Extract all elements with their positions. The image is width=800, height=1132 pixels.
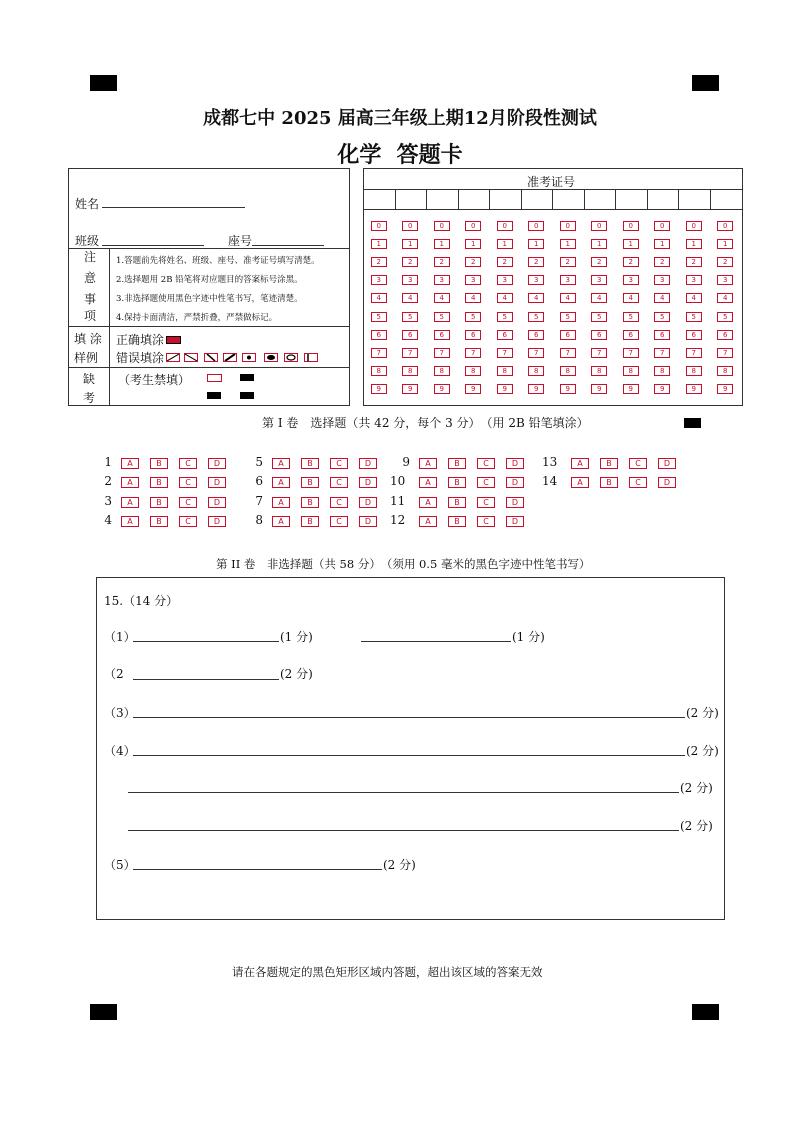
notice-item: 1.答题前先将姓名、班级、座号、准考证号填写清楚。 xyxy=(116,256,320,266)
id-digit-bubble[interactable]: 9 xyxy=(497,384,513,394)
id-digit-bubble[interactable]: 6 xyxy=(528,330,544,340)
answer-option-bubble[interactable]: C xyxy=(330,497,348,508)
id-digit-bubble[interactable]: 9 xyxy=(434,384,450,394)
id-digit-bubble[interactable]: 1 xyxy=(528,239,544,249)
answer-option-bubble[interactable]: D xyxy=(359,516,377,527)
seat-field[interactable] xyxy=(252,245,324,246)
id-digit-bubble[interactable]: 5 xyxy=(434,312,450,322)
answer-option-bubble[interactable]: C xyxy=(629,477,647,488)
answer-option-bubble[interactable]: B xyxy=(600,477,618,488)
id-digit-bubble[interactable]: 1 xyxy=(717,239,733,249)
correct-fill-sample xyxy=(166,336,181,344)
q15-part5-answer[interactable] xyxy=(133,869,382,870)
alignment-mark-bottom-left xyxy=(90,1004,117,1020)
q15-part2-answer[interactable] xyxy=(133,679,279,680)
absent-label: 缺 xyxy=(83,372,96,386)
answer-option-bubble[interactable]: A xyxy=(121,497,139,508)
id-digit-bubble[interactable]: 5 xyxy=(591,312,607,322)
q15-part5-label: （5） xyxy=(104,858,136,872)
q15-part4-score-1: (2 分) xyxy=(686,744,719,758)
id-digit-bubble[interactable]: 3 xyxy=(497,275,513,285)
q15-part1-answer-a[interactable] xyxy=(133,641,279,642)
answer-option-bubble[interactable]: A xyxy=(121,458,139,469)
id-digit-bubble[interactable]: 6 xyxy=(717,330,733,340)
name-field[interactable] xyxy=(102,207,245,208)
answer-option-bubble[interactable]: B xyxy=(150,497,168,508)
question-number: 1 xyxy=(104,455,112,469)
question-number: 2 xyxy=(104,474,112,488)
wrong-fill-sample-ring xyxy=(284,353,298,362)
answer-option-bubble[interactable]: A xyxy=(571,458,589,469)
answer-option-bubble[interactable]: D xyxy=(359,458,377,469)
id-digit-bubble[interactable]: 7 xyxy=(371,348,387,358)
id-digit-bubble[interactable]: 0 xyxy=(402,221,418,231)
id-digit-bubble[interactable]: 6 xyxy=(686,330,702,340)
id-digit-bubble[interactable]: 5 xyxy=(686,312,702,322)
id-digit-bubble[interactable]: 8 xyxy=(717,366,733,376)
id-digit-bubble[interactable]: 5 xyxy=(654,312,670,322)
id-digit-bubble[interactable]: 7 xyxy=(623,348,639,358)
id-digit-bubble[interactable]: 0 xyxy=(528,221,544,231)
wrong-fill-sample-bar xyxy=(304,353,318,362)
id-digit-bubble[interactable]: 7 xyxy=(717,348,733,358)
id-digit-bubble[interactable]: 1 xyxy=(465,239,481,249)
id-digit-bubble[interactable]: 4 xyxy=(654,293,670,303)
id-digit-bubble[interactable]: 4 xyxy=(686,293,702,303)
answer-option-bubble[interactable]: B xyxy=(150,516,168,527)
id-digit-bubble[interactable]: 6 xyxy=(371,330,387,340)
wrong-fill-sample-dot xyxy=(242,353,256,362)
student-info-box xyxy=(68,168,350,406)
notice-label-char: 注 xyxy=(83,250,96,264)
absent-empty-sample xyxy=(207,374,222,382)
q15-part2-label: （2 xyxy=(104,667,124,681)
wrong-fill-sample-line xyxy=(223,353,237,362)
id-digit-bubble[interactable]: 3 xyxy=(465,275,481,285)
id-digit-bubble[interactable]: 0 xyxy=(717,221,733,231)
id-digit-bubble[interactable]: 9 xyxy=(560,384,576,394)
answer-option-bubble[interactable]: B xyxy=(448,497,466,508)
answer-option-bubble[interactable]: B xyxy=(150,477,168,488)
absent-label: 考 xyxy=(83,391,96,405)
id-digit-bubble[interactable]: 0 xyxy=(434,221,450,231)
alignment-mark-section xyxy=(684,418,701,428)
alignment-mark-bottom-right xyxy=(692,1004,719,1020)
q15-part4-score-2: (2 分) xyxy=(680,781,713,795)
notice-label-char: 意 xyxy=(83,271,96,285)
id-digit-bubble[interactable]: 5 xyxy=(528,312,544,322)
id-digit-bubble[interactable]: 8 xyxy=(591,366,607,376)
id-digit-bubble[interactable]: 2 xyxy=(623,257,639,267)
answer-option-bubble[interactable]: C xyxy=(330,458,348,469)
id-digit-bubble[interactable]: 9 xyxy=(528,384,544,394)
id-digit-bubble[interactable]: 6 xyxy=(623,330,639,340)
wrong-fill-sample-tick xyxy=(184,353,198,362)
question-number: 8 xyxy=(255,513,263,527)
id-digit-bubble[interactable]: 4 xyxy=(402,293,418,303)
id-digit-bubble[interactable]: 0 xyxy=(686,221,702,231)
id-digit-bubble[interactable]: 2 xyxy=(402,257,418,267)
question-number: 6 xyxy=(255,474,263,488)
id-digit-bubble[interactable]: 1 xyxy=(560,239,576,249)
id-digit-bubble[interactable]: 9 xyxy=(465,384,481,394)
question-number: 13 xyxy=(542,455,558,469)
answer-option-bubble[interactable]: B xyxy=(448,477,466,488)
id-digit-bubble[interactable]: 7 xyxy=(528,348,544,358)
answer-option-bubble[interactable]: C xyxy=(477,497,495,508)
id-digit-bubble[interactable]: 8 xyxy=(560,366,576,376)
id-digit-bubble[interactable]: 6 xyxy=(402,330,418,340)
id-digit-bubble[interactable]: 4 xyxy=(371,293,387,303)
id-digit-bubble[interactable]: 6 xyxy=(434,330,450,340)
q15-part4-answer-1[interactable] xyxy=(133,755,685,756)
answer-option-bubble[interactable]: C xyxy=(330,516,348,527)
q15-part3-label: （3） xyxy=(104,706,136,720)
id-digit-bubble[interactable]: 0 xyxy=(465,221,481,231)
id-digit-bubble[interactable]: 5 xyxy=(497,312,513,322)
question-number: 9 xyxy=(402,455,410,469)
q15-part1-score-a: (1 分) xyxy=(280,630,313,644)
exam-title: 成都七中 2025 届高三年级上期12月阶段性测试 xyxy=(203,108,597,129)
id-digit-bubble[interactable]: 5 xyxy=(623,312,639,322)
answer-option-bubble[interactable]: D xyxy=(506,458,524,469)
answer-option-bubble[interactable]: D xyxy=(506,497,524,508)
exam-id-title: 准考证号 xyxy=(527,175,576,189)
wrong-fill-label: 错误填涂 xyxy=(116,351,165,365)
id-digit-bubble[interactable]: 5 xyxy=(371,312,387,322)
answer-option-bubble[interactable]: A xyxy=(419,516,437,527)
class-field[interactable] xyxy=(102,245,204,246)
answer-option-bubble[interactable]: A xyxy=(121,516,139,527)
exam-subtitle: 化学 答题卡 xyxy=(337,142,463,168)
q15-part4-score-3: (2 分) xyxy=(680,819,713,833)
answer-option-bubble[interactable]: D xyxy=(658,477,676,488)
id-digit-bubble[interactable]: 1 xyxy=(497,239,513,249)
id-digit-bubble[interactable]: 0 xyxy=(371,221,387,231)
id-digit-bubble[interactable]: 4 xyxy=(434,293,450,303)
id-digit-bubble[interactable]: 3 xyxy=(591,275,607,285)
answer-option-bubble[interactable]: A xyxy=(121,477,139,488)
answer-option-bubble[interactable]: C xyxy=(477,516,495,527)
id-digit-bubble[interactable]: 3 xyxy=(560,275,576,285)
id-digit-bubble[interactable]: 9 xyxy=(591,384,607,394)
id-digit-bubble[interactable]: 8 xyxy=(623,366,639,376)
id-digit-bubble[interactable]: 3 xyxy=(717,275,733,285)
answer-option-bubble[interactable]: B xyxy=(448,516,466,527)
q15-part1-score-b: (1 分) xyxy=(512,630,545,644)
id-digit-bubble[interactable]: 5 xyxy=(465,312,481,322)
question-number: 4 xyxy=(104,513,112,527)
id-digit-bubble[interactable]: 6 xyxy=(654,330,670,340)
id-digit-bubble[interactable]: 0 xyxy=(497,221,513,231)
id-digit-bubble[interactable]: 3 xyxy=(434,275,450,285)
id-digit-bubble[interactable]: 6 xyxy=(591,330,607,340)
answer-option-bubble[interactable]: D xyxy=(359,477,377,488)
id-digit-bubble[interactable]: 3 xyxy=(654,275,670,285)
q15-part3-score: (2 分) xyxy=(686,706,719,720)
id-digit-bubble[interactable]: 8 xyxy=(497,366,513,376)
id-digit-bubble[interactable]: 4 xyxy=(560,293,576,303)
id-digit-bubble[interactable]: 0 xyxy=(654,221,670,231)
id-digit-bubble[interactable]: 5 xyxy=(560,312,576,322)
id-digit-bubble[interactable]: 4 xyxy=(497,293,513,303)
id-digit-bubble[interactable]: 2 xyxy=(497,257,513,267)
question-number: 10 xyxy=(390,474,406,488)
answer-option-bubble[interactable]: A xyxy=(272,477,290,488)
id-digit-bubble[interactable]: 2 xyxy=(528,257,544,267)
answer-option-bubble[interactable]: C xyxy=(179,477,197,488)
wrong-fill-sample-oval xyxy=(264,353,278,362)
answer-option-bubble[interactable]: B xyxy=(301,458,319,469)
section2-header: 第 II 卷 非选择题（共 58 分） （须用 0.5 毫米的黑色字迹中性笔书写） xyxy=(216,557,591,571)
id-digit-bubble[interactable]: 6 xyxy=(465,330,481,340)
q15-part3-answer[interactable] xyxy=(133,717,685,718)
id-digit-bubble[interactable]: 9 xyxy=(371,384,387,394)
id-digit-bubble[interactable]: 9 xyxy=(717,384,733,394)
question-number: 5 xyxy=(255,455,263,469)
answer-option-bubble[interactable]: D xyxy=(359,497,377,508)
answer-option-bubble[interactable]: A xyxy=(571,477,589,488)
id-digit-bubble[interactable]: 8 xyxy=(434,366,450,376)
section1-header: 第 I 卷 选择题（共 42 分，每个 3 分） （用 2B 铅笔填涂） xyxy=(262,416,589,430)
id-digit-bubble[interactable]: 2 xyxy=(654,257,670,267)
id-digit-bubble[interactable]: 4 xyxy=(465,293,481,303)
answer-option-bubble[interactable]: D xyxy=(208,477,226,488)
name-label: 姓名 xyxy=(75,197,100,211)
answer-option-bubble[interactable]: C xyxy=(477,458,495,469)
id-digit-bubble[interactable]: 8 xyxy=(654,366,670,376)
answer-option-bubble[interactable]: A xyxy=(272,458,290,469)
absent-filled-sample xyxy=(240,374,254,381)
id-digit-bubble[interactable]: 2 xyxy=(591,257,607,267)
id-digit-bubble[interactable]: 0 xyxy=(560,221,576,231)
id-digit-bubble[interactable]: 5 xyxy=(402,312,418,322)
id-digit-bubble[interactable]: 2 xyxy=(465,257,481,267)
answer-option-bubble[interactable]: A xyxy=(419,458,437,469)
q15-part1-label: （1） xyxy=(104,630,136,644)
wrong-fill-sample-cross xyxy=(166,353,180,362)
absent-note: （考生禁填） xyxy=(118,373,191,387)
answer-option-bubble[interactable]: D xyxy=(506,477,524,488)
answer-option-bubble[interactable]: C xyxy=(629,458,647,469)
q15-part4-answer-2[interactable] xyxy=(128,792,679,793)
id-digit-bubble[interactable]: 1 xyxy=(686,239,702,249)
id-digit-bubble[interactable]: 7 xyxy=(402,348,418,358)
id-digit-bubble[interactable]: 9 xyxy=(402,384,418,394)
question-number: 14 xyxy=(542,474,558,488)
id-digit-bubble[interactable]: 1 xyxy=(654,239,670,249)
answer-option-bubble[interactable]: C xyxy=(179,458,197,469)
id-digit-bubble[interactable]: 3 xyxy=(686,275,702,285)
id-digit-bubble[interactable]: 6 xyxy=(560,330,576,340)
q15-part5-score: (2 分) xyxy=(383,858,416,872)
answer-option-bubble[interactable]: B xyxy=(301,516,319,527)
id-digit-bubble[interactable]: 1 xyxy=(591,239,607,249)
notice-item: 2.选择题用 2B 铅笔将对应题目的答案标号涂黑。 xyxy=(116,275,303,285)
alignment-mark-top-right xyxy=(692,75,719,91)
id-digit-bubble[interactable]: 5 xyxy=(717,312,733,322)
id-digit-bubble[interactable]: 2 xyxy=(686,257,702,267)
q15-part2-score: (2 分) xyxy=(280,667,313,681)
fill-example-label: 样例 xyxy=(74,351,99,365)
id-digit-bubble[interactable]: 9 xyxy=(623,384,639,394)
answer-option-bubble[interactable]: A xyxy=(272,516,290,527)
answer-option-bubble[interactable]: B xyxy=(150,458,168,469)
alignment-mark-top-left xyxy=(90,75,117,91)
notice-item: 3.非选择题使用黑色字迹中性笔书写，笔迹清楚。 xyxy=(116,294,303,304)
fill-example-label: 填 涂 xyxy=(74,332,102,346)
id-digit-bubble[interactable]: 3 xyxy=(528,275,544,285)
footer-note: 请在各题规定的黑色矩形区域内答题，超出该区域的答案无效 xyxy=(232,965,543,979)
answer-option-bubble[interactable]: A xyxy=(419,497,437,508)
id-digit-bubble[interactable]: 3 xyxy=(402,275,418,285)
id-digit-bubble[interactable]: 7 xyxy=(654,348,670,358)
notice-item: 4.保持卡面清洁，严禁折叠，严禁做标记。 xyxy=(116,313,278,323)
notice-label-char: 项 xyxy=(83,309,96,323)
id-digit-bubble[interactable]: 7 xyxy=(465,348,481,358)
id-digit-bubble[interactable]: 2 xyxy=(560,257,576,267)
answer-option-bubble[interactable]: B xyxy=(301,497,319,508)
answer-option-bubble[interactable]: C xyxy=(179,497,197,508)
id-digit-bubble[interactable]: 8 xyxy=(402,366,418,376)
question-number: 11 xyxy=(390,494,406,508)
id-digit-bubble[interactable]: 2 xyxy=(717,257,733,267)
notice-label-char: 事 xyxy=(83,292,96,306)
answer-option-bubble[interactable]: A xyxy=(419,477,437,488)
id-digit-bubble[interactable]: 3 xyxy=(371,275,387,285)
answer-option-bubble[interactable]: D xyxy=(208,458,226,469)
absent-mark xyxy=(207,392,221,399)
class-label: 班级 xyxy=(75,234,100,248)
answer-option-bubble[interactable]: B xyxy=(301,477,319,488)
wrong-fill-sample-slash xyxy=(204,353,218,362)
answer-option-bubble[interactable]: D xyxy=(506,516,524,527)
id-digit-bubble[interactable]: 8 xyxy=(528,366,544,376)
q15-part4-answer-3[interactable] xyxy=(128,830,679,831)
id-digit-bubble[interactable]: 4 xyxy=(623,293,639,303)
id-digit-bubble[interactable]: 8 xyxy=(371,366,387,376)
id-digit-bubble[interactable]: 7 xyxy=(497,348,513,358)
absent-mark xyxy=(240,392,254,399)
id-digit-bubble[interactable]: 0 xyxy=(591,221,607,231)
id-digit-bubble[interactable]: 1 xyxy=(402,239,418,249)
id-digit-bubble[interactable]: 1 xyxy=(371,239,387,249)
answer-option-bubble[interactable]: D xyxy=(658,458,676,469)
answer-option-bubble[interactable]: A xyxy=(272,497,290,508)
question-number: 3 xyxy=(104,494,112,508)
id-digit-bubble[interactable]: 7 xyxy=(591,348,607,358)
id-digit-bubble[interactable]: 4 xyxy=(591,293,607,303)
question-number: 7 xyxy=(255,494,263,508)
id-digit-bubble[interactable]: 0 xyxy=(623,221,639,231)
id-digit-bubble[interactable]: 7 xyxy=(686,348,702,358)
answer-option-bubble[interactable]: B xyxy=(600,458,618,469)
answer-option-bubble[interactable]: C xyxy=(179,516,197,527)
answer-option-bubble[interactable]: B xyxy=(448,458,466,469)
question-number: 12 xyxy=(390,513,406,527)
correct-fill-label: 正确填涂 xyxy=(116,333,165,347)
id-digit-bubble[interactable]: 8 xyxy=(686,366,702,376)
answer-option-bubble[interactable]: C xyxy=(477,477,495,488)
id-digit-bubble[interactable]: 4 xyxy=(528,293,544,303)
answer-option-bubble[interactable]: D xyxy=(208,516,226,527)
id-digit-bubble[interactable]: 6 xyxy=(497,330,513,340)
id-digit-bubble[interactable]: 7 xyxy=(434,348,450,358)
answer-option-bubble[interactable]: D xyxy=(208,497,226,508)
id-digit-bubble[interactable]: 4 xyxy=(717,293,733,303)
id-digit-bubble[interactable]: 8 xyxy=(465,366,481,376)
id-digit-bubble[interactable]: 9 xyxy=(686,384,702,394)
id-digit-bubble[interactable]: 2 xyxy=(371,257,387,267)
q15-part4-label: （4） xyxy=(104,744,136,758)
id-digit-bubble[interactable]: 1 xyxy=(434,239,450,249)
id-digit-bubble[interactable]: 9 xyxy=(654,384,670,394)
id-digit-bubble[interactable]: 1 xyxy=(623,239,639,249)
id-digit-bubble[interactable]: 2 xyxy=(434,257,450,267)
answer-option-bubble[interactable]: C xyxy=(330,477,348,488)
q15-part1-answer-b[interactable] xyxy=(361,641,511,642)
id-digit-bubble[interactable]: 7 xyxy=(560,348,576,358)
seat-label: 座号 xyxy=(228,234,253,248)
q15-title: 15.（14 分） xyxy=(104,594,179,608)
id-digit-bubble[interactable]: 3 xyxy=(623,275,639,285)
